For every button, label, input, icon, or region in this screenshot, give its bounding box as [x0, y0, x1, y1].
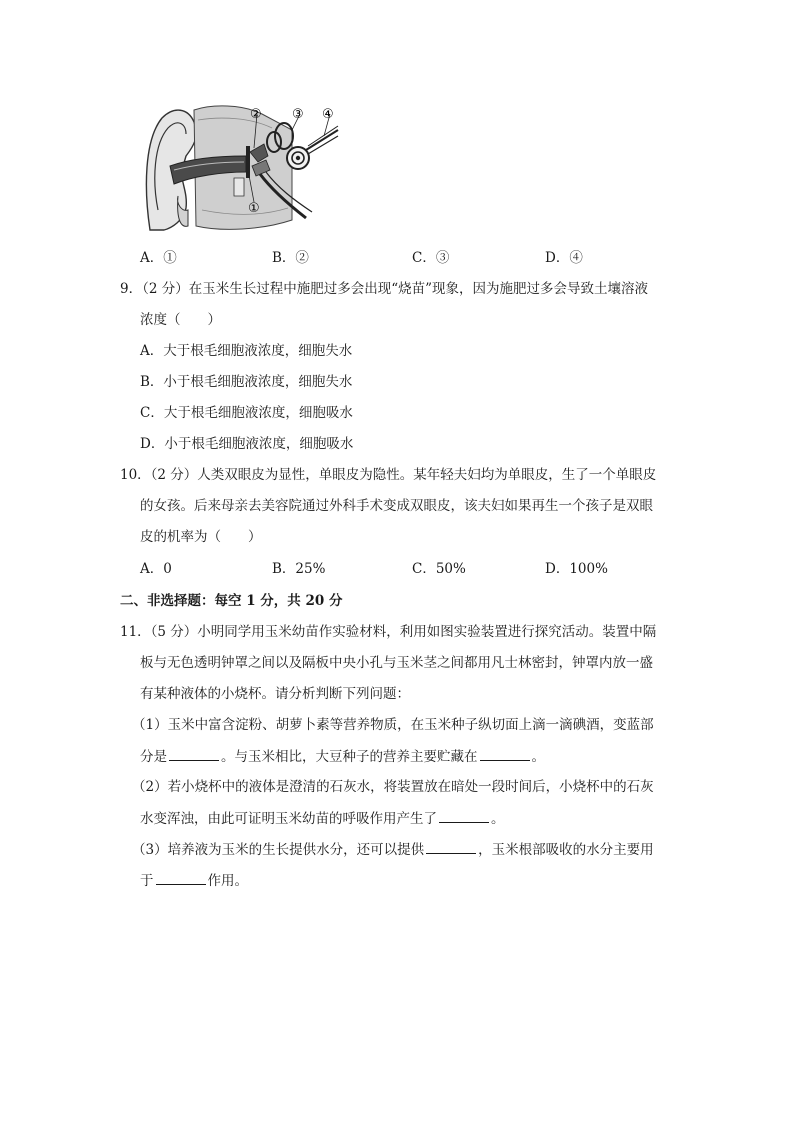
q9-option-c[interactable]: C．大于根毛细胞液浓度，细胞吸水	[140, 405, 353, 421]
label-1: ①	[248, 201, 260, 216]
q9-stem-line2: 浓度（ ）	[140, 312, 221, 328]
section-heading: 二、非选择题：每空 1 分，共 20 分	[120, 593, 343, 609]
q11-sub3-text3: 于	[140, 873, 154, 889]
q10-option-d[interactable]: D．100%	[545, 561, 608, 577]
q11-sub3-text1: （3）培养液为玉米的生长提供水分，还可以提供	[132, 842, 425, 858]
q11-stem-line1: 11．（5 分）小明同学用玉米幼苗作实验材料，利用如图实验装置进行探究活动。装置中隔	[120, 624, 657, 640]
q11-sub1-text3: 。	[531, 749, 545, 765]
q11-sub2-line2	[140, 808, 505, 829]
q11-sub3-line2	[140, 870, 248, 891]
answer-blank-3[interactable]	[439, 808, 489, 823]
q11-sub2-text2: 。	[491, 811, 505, 827]
answer-blank-5[interactable]	[156, 870, 206, 885]
q10-option-a[interactable]: A．0	[140, 561, 172, 577]
q9-stem-line1: 9．（2 分）在玉米生长过程中施肥过多会出现“烧苗”现象，因为施肥过多会导致土壤溶液	[120, 281, 649, 297]
q9-option-b[interactable]: B．小于根毛细胞液浓度，细胞失水	[140, 374, 353, 390]
q11-sub3-text2: ，玉米根部吸收的水分主要用	[478, 842, 654, 858]
q8-option-b[interactable]: B．②	[272, 250, 309, 266]
q11-sub3-text4: 作用。	[207, 873, 248, 889]
ear-diagram	[142, 100, 342, 232]
label-4: ④	[322, 107, 334, 122]
q9-option-d[interactable]: D．小于根毛细胞液浓度，细胞吸水	[140, 436, 354, 452]
answer-blank-1[interactable]	[169, 746, 219, 761]
q11-sub2-line1: （2）若小烧杯中的液体是澄清的石灰水，将装置放在暗处一段时间后，小烧杯中的石灰	[132, 779, 654, 795]
answer-blank-2[interactable]	[480, 746, 530, 761]
q11-sub3-line1	[132, 839, 654, 860]
q11-sub2-text1: 水变浑浊，由此可证明玉米幼苗的呼吸作用产生了	[140, 811, 437, 827]
eardrum	[246, 146, 250, 178]
q10-stem-line3: 皮的机率为（ ）	[140, 529, 262, 545]
label-2: ②	[250, 107, 262, 122]
q9-option-a[interactable]: A．大于根毛细胞液浓度，细胞失水	[140, 343, 353, 359]
auditory-nerve	[306, 130, 338, 150]
q11-sub1-text2: 。与玉米相比，大豆种子的营养主要贮藏在	[221, 749, 478, 765]
q10-stem-line2: 的女孩。后来母亲去美容院通过外科手术变成双眼皮，该夫妇如果再生一个孩子是双眼	[140, 498, 653, 514]
q10-option-c[interactable]: C．50%	[412, 561, 466, 577]
q8-option-d[interactable]: D．④	[545, 250, 583, 266]
label-3: ③	[292, 107, 304, 122]
q8-option-a[interactable]: A．①	[140, 250, 177, 266]
q10-option-b[interactable]: B．25%	[272, 561, 326, 577]
q11-sub1-line2	[140, 746, 545, 767]
q11-stem-line3: 有某种液体的小烧杯。请分析判断下列问题：	[140, 686, 410, 702]
q11-sub1-line1: （1）玉米中富含淀粉、胡萝卜素等营养物质，在玉米种子纵切面上滴一滴碘酒，变蓝部	[132, 717, 654, 733]
q11-sub1-text1: 分是	[140, 749, 167, 765]
q8-option-c[interactable]: C．③	[412, 250, 450, 266]
answer-blank-4[interactable]	[426, 839, 476, 854]
q10-stem-line1: 10．（2 分）人类双眼皮为显性，单眼皮为隐性。某年轻夫妇均为单眼皮，生了一个单眼皮	[120, 467, 657, 483]
q11-stem-line2: 板与无色透明钟罩之间以及隔板中央小孔与玉米茎之间都用凡士林密封，钟罩内放一盛	[140, 655, 653, 671]
